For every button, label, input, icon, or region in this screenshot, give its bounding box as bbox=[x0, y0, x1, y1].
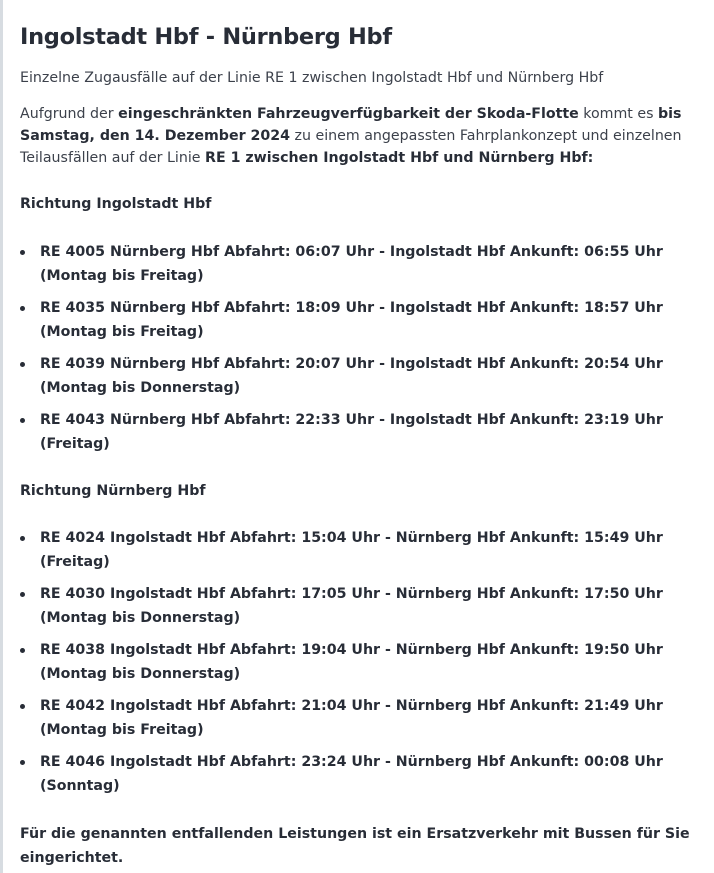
bullet-icon bbox=[20, 760, 25, 765]
list-item bbox=[20, 582, 700, 630]
page-title: Ingolstadt Hbf - Nürnberg Hbf bbox=[20, 24, 392, 50]
intro-text-3: zu einem angepassten Fahrplankonzept und einzelnen Teilausfällen auf der Linie bbox=[20, 128, 682, 166]
list-item bbox=[20, 296, 700, 344]
train-days: (Sonntag) bbox=[40, 778, 120, 794]
replacement-bus-note: Für die genannten entfallenden Leistungen ist ein Ersatzverkehr mit Bussen für Sie eingerichtet. bbox=[20, 826, 690, 866]
train-days: (Montag bis Freitag) bbox=[40, 268, 204, 284]
intro-bold-1: eingeschränkten Fahrzeugverfügbarkeit der Skoda-Flotte bbox=[118, 106, 579, 122]
train-line: RE 4030 Ingolstadt Hbf Abfahrt: 17:05 Uhr - Nürnberg Hbf Ankunft: 17:50 Uhr bbox=[40, 586, 663, 602]
train-list-ingolstadt bbox=[20, 240, 700, 464]
train-line: RE 4043 Nürnberg Hbf Abfahrt: 22:33 Uhr - Ingolstadt Hbf Ankunft: 23:19 Uhr bbox=[40, 412, 663, 428]
train-days: (Montag bis Freitag) bbox=[40, 722, 204, 738]
bullet-icon bbox=[20, 536, 25, 541]
train-days: (Montag bis Donnerstag) bbox=[40, 610, 241, 626]
bullet-icon bbox=[20, 250, 25, 255]
train-line: RE 4024 Ingolstadt Hbf Abfahrt: 15:04 Uhr - Nürnberg Hbf Ankunft: 15:49 Uhr bbox=[40, 530, 663, 546]
intro-bold-2: bis Samstag, den 14. Dezember 2024 bbox=[20, 106, 682, 144]
list-item bbox=[20, 526, 700, 574]
train-days: (Montag bis Freitag) bbox=[40, 324, 204, 340]
train-line: RE 4038 Ingolstadt Hbf Abfahrt: 19:04 Uhr - Nürnberg Hbf Ankunft: 19:50 Uhr bbox=[40, 642, 663, 658]
list-item bbox=[20, 240, 700, 288]
bullet-icon bbox=[20, 306, 25, 311]
train-line: RE 4035 Nürnberg Hbf Abfahrt: 18:09 Uhr - Ingolstadt Hbf Ankunft: 18:57 Uhr bbox=[40, 300, 663, 316]
list-item bbox=[20, 750, 700, 798]
bullet-icon bbox=[20, 362, 25, 367]
bullet-icon bbox=[20, 704, 25, 709]
train-line: RE 4005 Nürnberg Hbf Abfahrt: 06:07 Uhr - Ingolstadt Hbf Ankunft: 06:55 Uhr bbox=[40, 244, 663, 260]
train-days: (Freitag) bbox=[40, 554, 110, 570]
section-heading-ingolstadt: Richtung Ingolstadt Hbf bbox=[20, 196, 212, 212]
left-border bbox=[0, 0, 3, 873]
intro-bold-3: RE 1 zwischen Ingolstadt Hbf und Nürnberg Hbf: bbox=[205, 150, 594, 166]
train-days: (Montag bis Donnerstag) bbox=[40, 666, 241, 682]
train-list-nuernberg bbox=[20, 526, 700, 806]
list-item bbox=[20, 352, 700, 400]
train-days: (Freitag) bbox=[40, 436, 110, 452]
train-days: (Montag bis Donnerstag) bbox=[40, 380, 241, 396]
list-item bbox=[20, 694, 700, 742]
intro-text-1: Aufgrund der bbox=[20, 106, 119, 122]
section-heading-nuernberg: Richtung Nürnberg Hbf bbox=[20, 483, 206, 499]
page-subtitle: Einzelne Zugausfälle auf der Linie RE 1 zwischen Ingolstadt Hbf und Nürnberg Hbf bbox=[20, 70, 604, 86]
list-item bbox=[20, 638, 700, 686]
train-line: RE 4039 Nürnberg Hbf Abfahrt: 20:07 Uhr - Ingolstadt Hbf Ankunft: 20:54 Uhr bbox=[40, 356, 663, 372]
bullet-icon bbox=[20, 592, 25, 597]
bullet-icon bbox=[20, 648, 25, 653]
train-line: RE 4042 Ingolstadt Hbf Abfahrt: 21:04 Uhr - Nürnberg Hbf Ankunft: 21:49 Uhr bbox=[40, 698, 663, 714]
list-item bbox=[20, 408, 700, 456]
intro-text-2: kommt es bbox=[578, 106, 659, 122]
bullet-icon bbox=[20, 418, 25, 423]
intro-paragraph bbox=[20, 103, 700, 169]
train-line: RE 4046 Ingolstadt Hbf Abfahrt: 23:24 Uhr - Nürnberg Hbf Ankunft: 00:08 Uhr bbox=[40, 754, 663, 770]
